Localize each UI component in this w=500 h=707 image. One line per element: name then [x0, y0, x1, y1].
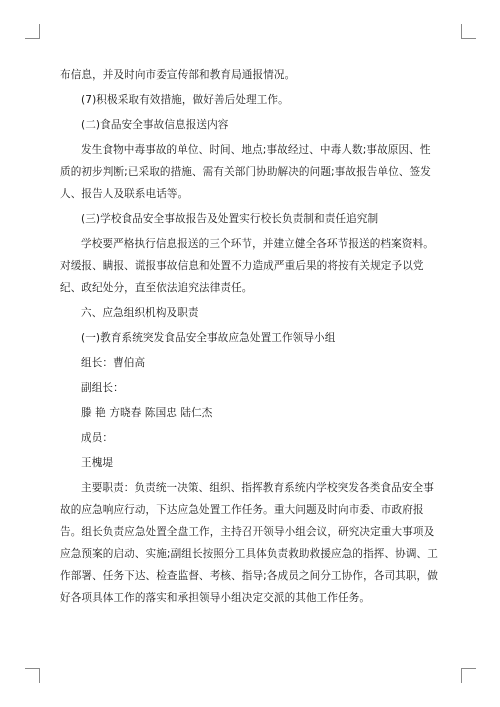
deputy-leader-label: 副组长： [81, 382, 124, 394]
paragraph-main-duties: 主要职责：负责统一决策、组织、指挥教育系统内学校突发各类食品安全事故的应急响应行动，下达应急处置工作任务。重大问题及时向市委、市政府报告。组长负责应急处置全盘工作，主持召开领导小组会议，研究决定重大事项及应急预案的启动、实施;副组长按照分工具体负责救助救援应急的指挥、协调、工作部署、任务下达、检查监督、考核、指导;各成员之间分工协作，各司其职，做好各项具体工作的落实和承担领导小组决定交派的其他工作任务。 [60, 482, 438, 604]
paragraph-report-content: 发生食物中毒事故的单位、时间、地点;事故经过、中毒人数;事故原因、性质的初步判断;已采取的措施、需有关部门协助解决的问题;事故报告单位、签发人、报告人及联系电话等。 [60, 144, 431, 200]
section-heading-2: (二)食品安全事故信息报送内容 [81, 119, 229, 131]
section-heading-leading-group: (一)教育系统突发食品安全事故应急处置工作领导小组 [81, 332, 336, 344]
paragraph-reporting-rules: 学校要严格执行信息报送的三个环节，并建立健全各环节报送的档案资料。对缓报、瞒报、谎报事故信息和处置不力造成严重后果的将按有关规定予以党纪、政纪处分，直至依法追究法律责任。 [60, 238, 434, 294]
section-heading-3: (三)学校食品安全事故报告及处置实行校长负责制和责任追究制 [81, 213, 379, 225]
chapter-heading-6: 六、应急组织机构及职责 [81, 307, 199, 319]
document-body [60, 64, 440, 612]
members-label: 成员： [81, 432, 114, 444]
member-names: 王槐堤 [81, 457, 114, 469]
paragraph-item-7: (7)积极采取有效措施，做好善后处理工作。 [81, 94, 289, 106]
crop-mark-top-right [461, 24, 476, 39]
paragraph-continuation: 布信息，并及时向市委宣传部和教育局通报情况。 [60, 69, 296, 81]
crop-mark-top-left [25, 24, 40, 39]
crop-mark-bottom-right [461, 668, 476, 683]
deputy-leader-names: 滕 艳 方晓春 陈国忠 陆仁杰 [81, 407, 213, 419]
crop-mark-bottom-left [25, 668, 40, 683]
group-leader: 组长：曹伯高 [81, 357, 146, 369]
